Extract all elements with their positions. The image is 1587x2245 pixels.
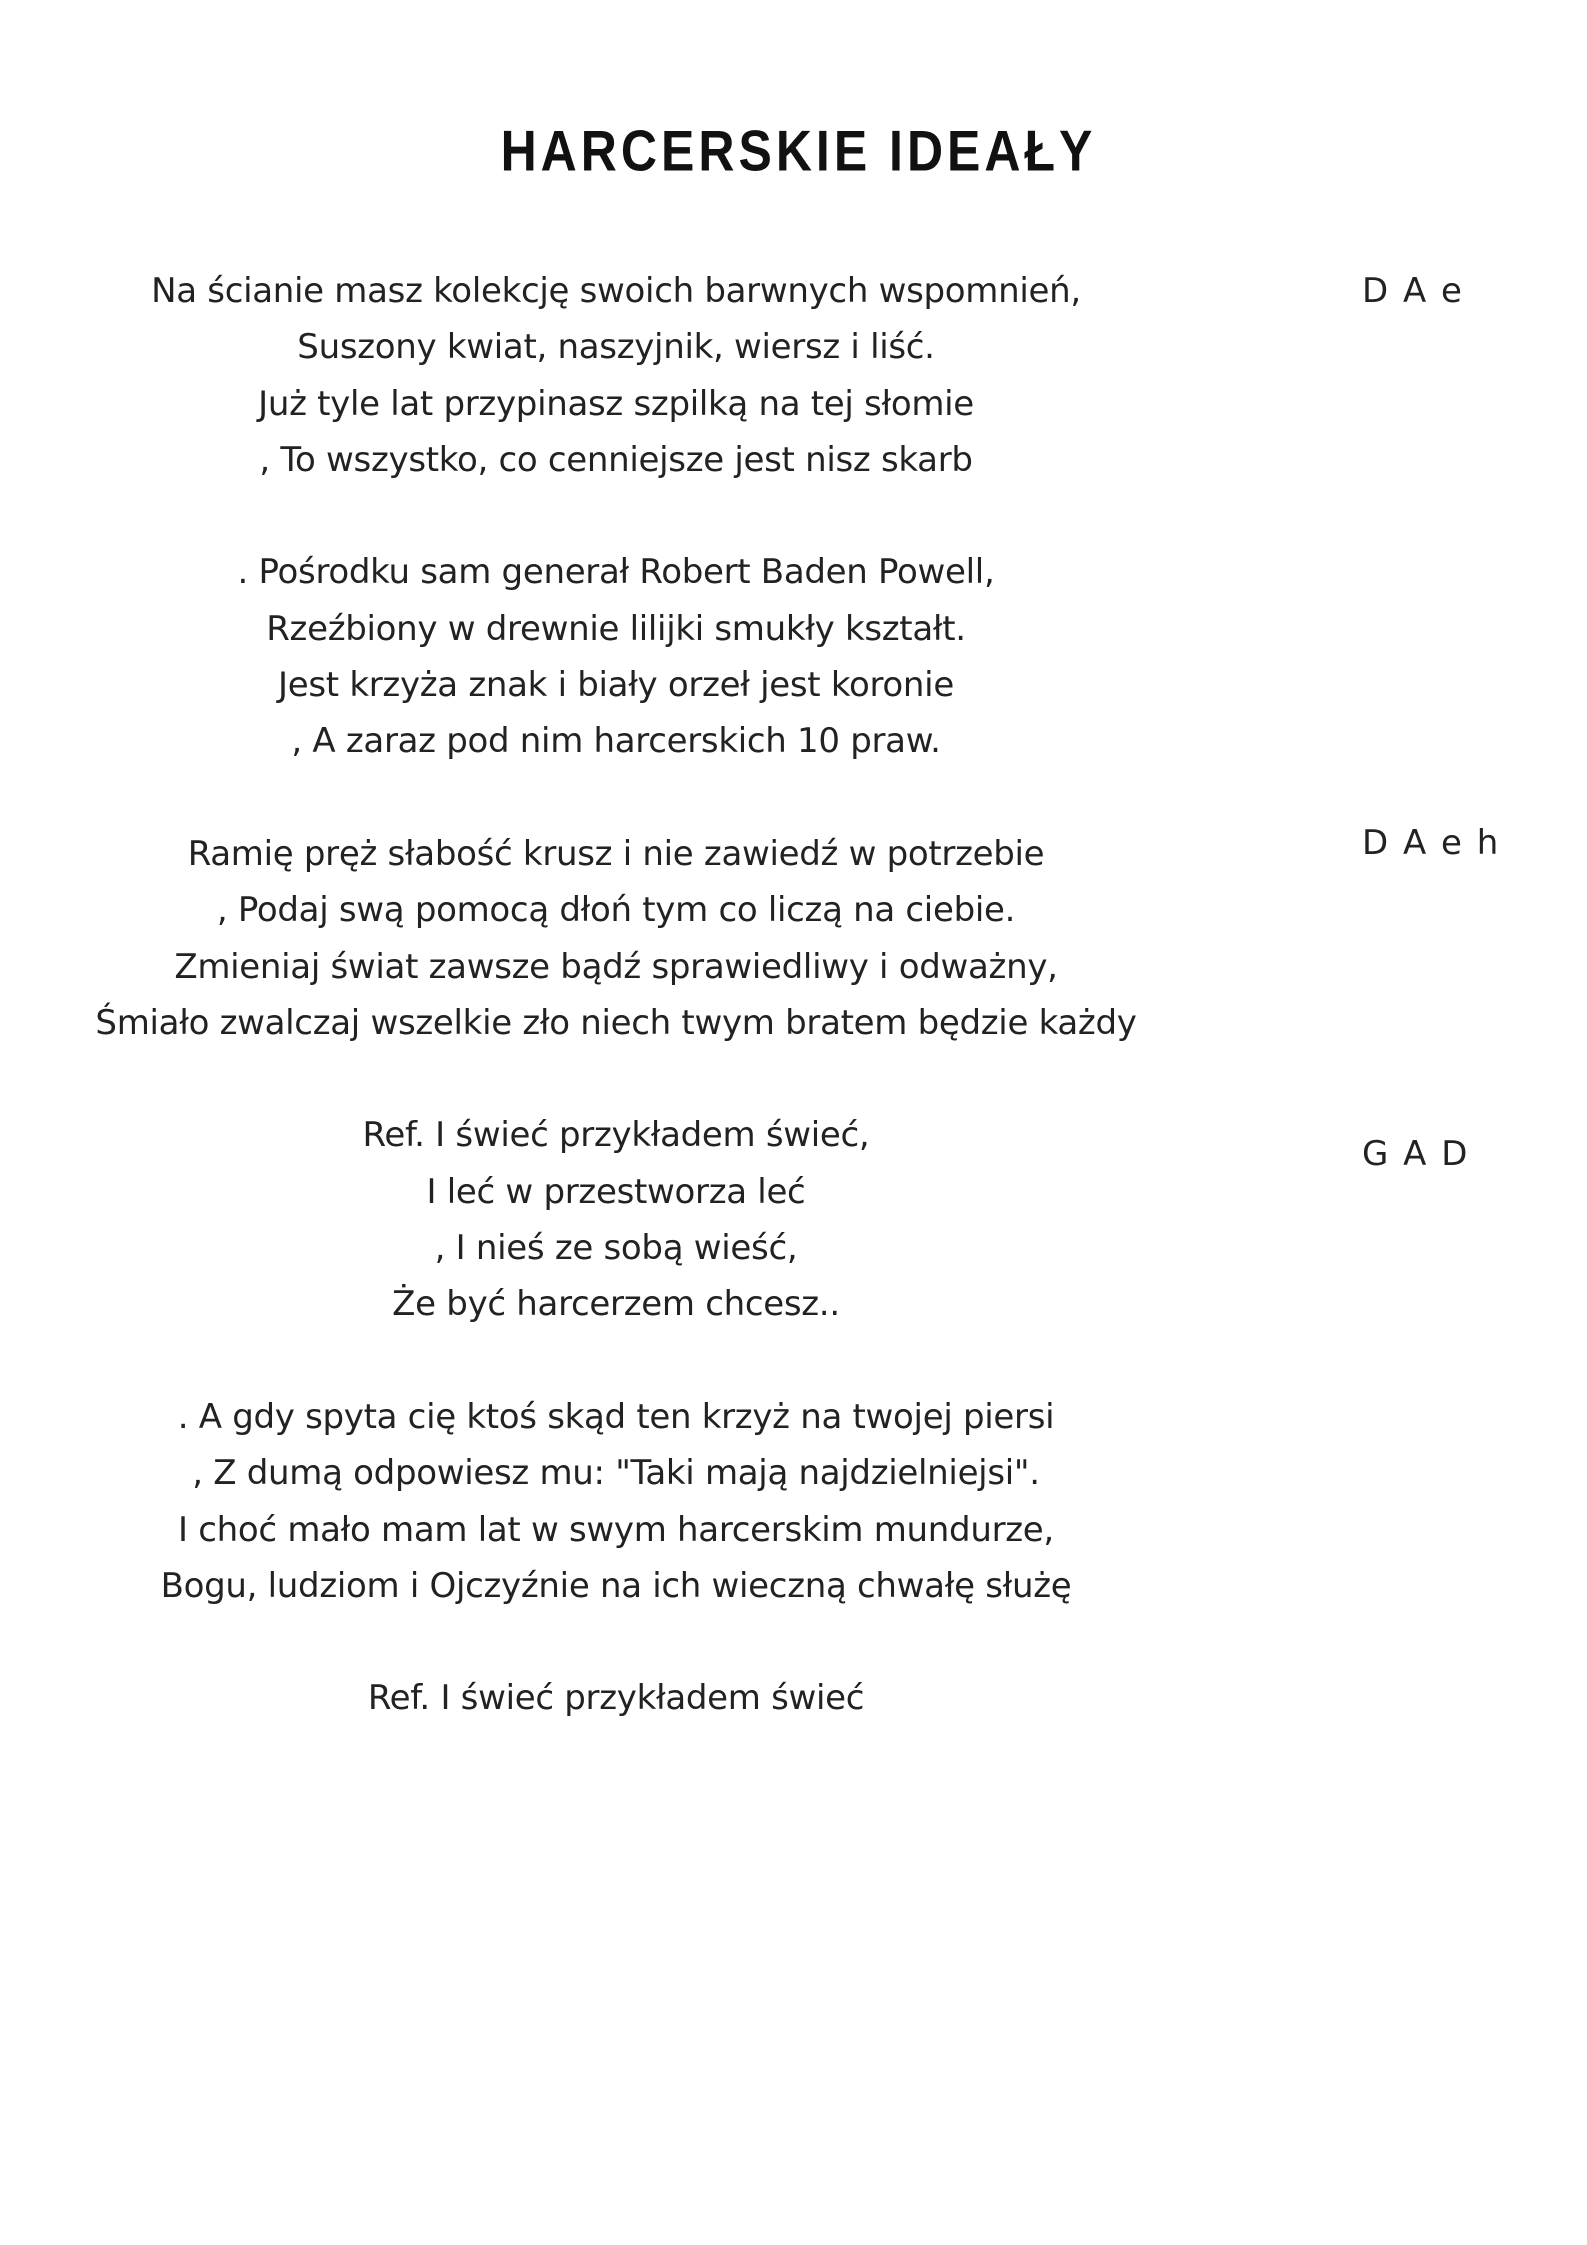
lyric-line: Rzeźbiony w drewnie lilijki smukły kształt. bbox=[266, 608, 966, 649]
lyric-line: , Podaj swą pomocą dłoń tym co liczą na ciebie. bbox=[216, 890, 1016, 931]
lyric-line: I leć w przestworza leć bbox=[426, 1171, 806, 1212]
lyric-line: Bogu, ludziom i Ojczyźnie na ich wieczną chwałę służę bbox=[160, 1565, 1072, 1606]
lyric-line: Ramię pręż słabość krusz i nie zawiedź w potrzebie bbox=[187, 833, 1045, 874]
lyric-line: , A zaraz pod nim harcerskich 10 praw. bbox=[291, 721, 941, 762]
lyric-line: . Pośrodku sam generał Robert Baden Powell, bbox=[237, 552, 995, 593]
chords-refrain: G A D bbox=[1362, 1134, 1470, 1174]
stanza bbox=[0, 1670, 1232, 1726]
lyric-line: , Z dumą odpowiesz mu: "Taki mają najdzielniejsi". bbox=[192, 1453, 1040, 1494]
lyric-line: Ref. I świeć przykładem świeć bbox=[367, 1678, 865, 1719]
lyric-line: . A gdy spyta cię ktoś skąd ten krzyż na twojej piersi bbox=[177, 1396, 1055, 1437]
lyrics bbox=[0, 263, 1232, 1783]
lyric-line: Śmiało zwalczaj wszelkie zło niech twym bratem będzie każdy bbox=[95, 1002, 1137, 1043]
lyric-line: Że być harcerzem chcesz.. bbox=[392, 1284, 840, 1325]
stanza bbox=[0, 544, 1232, 769]
stanza bbox=[0, 1389, 1232, 1614]
stanza bbox=[0, 263, 1232, 488]
lyric-line: Już tyle lat przypinasz szpilką na tej słomie bbox=[258, 383, 974, 424]
lyric-line: Ref. I świeć przykładem świeć, bbox=[362, 1115, 870, 1156]
lyric-line: Zmieniaj świat zawsze bądź sprawiedliwy i odważny, bbox=[174, 946, 1058, 987]
lyric-line: Suszony kwiat, naszyjnik, wiersz i liść. bbox=[297, 327, 935, 368]
lyric-line: Jest krzyża znak i biały orzeł jest koronie bbox=[278, 665, 954, 706]
chords-verse-3: D A e h bbox=[1362, 823, 1501, 863]
lyric-line: I choć mało mam lat w swym harcerskim mundurze, bbox=[178, 1509, 1054, 1550]
lyric-line: , To wszystko, co cenniejsze jest nisz skarb bbox=[259, 439, 973, 480]
song-title: HARCERSKIE IDEAŁY bbox=[500, 118, 1097, 184]
stanza bbox=[0, 1107, 1232, 1332]
lyric-line: , I nieś ze sobą wieść, bbox=[434, 1228, 798, 1269]
chords-verse-1: D A e bbox=[1362, 271, 1464, 311]
lyric-line: Na ścianie masz kolekcję swoich barwnych wspomnień, bbox=[151, 271, 1081, 311]
stanza bbox=[0, 826, 1232, 1051]
